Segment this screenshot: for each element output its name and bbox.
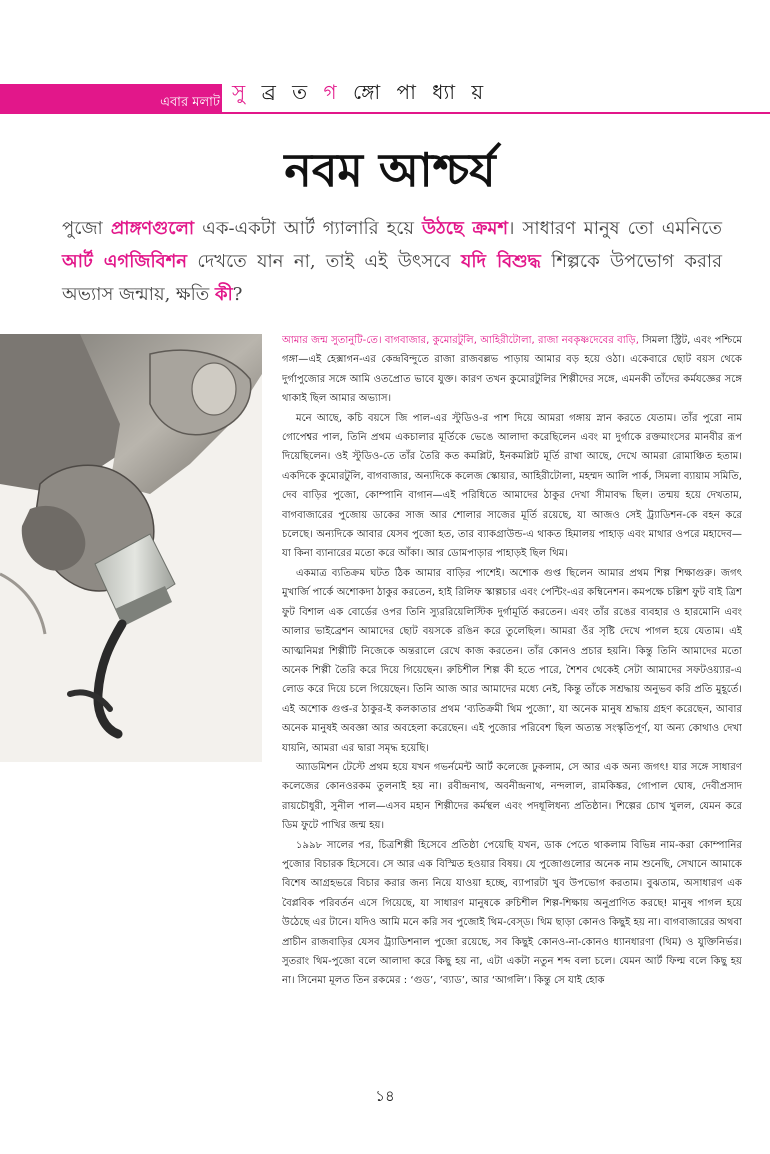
article-body	[282, 331, 742, 1066]
article-paragraph: অ্যাডমিশন টেস্টে প্রথম হয়ে যখন গভর্নমেন্ট আর্ট কলেজে ঢুকলাম, সে আর এক অন্য জগৎ! যার সঙ্গে সাধারণ কলেজের কোনওরকম তুলনাই হয় না। রবীন্দ্রনাথ, অবনীন্দ্রনাথ, নন্দলাল, রামকিঙ্কর, গোপাল ঘোষ, দেবীপ্রসাদ রায়চৌধুরী, সুনীল পাল—এসব মহান শিল্পীদের কর্মস্থল এবং পদধূলিধন্য প্রতিষ্ঠান। শিল্পের চোখ খুলল, যেমন করে ডিম ফুটে পাখির জন্ম হয়।	[282, 761, 742, 832]
article-lead: আমার জন্ম সুতানুটি-তে। বাগবাজার, কুমোরটুলি, আহিরীটোলা, রাজা নবকৃষ্ণদেবের বাড়ি,	[282, 335, 639, 346]
deck-text: শিল্পকে উপভোগ করার অভ্যাস জন্মায়, ক্ষতি	[62, 251, 722, 305]
deck-text: এক-একটা আর্ট গ্যালারি হয়ে	[194, 218, 422, 239]
article-paragraph: একমাত্র ব্যতিক্রম ঘটত ঠিক আমার বাড়ির পাশেই। অশোক গুপ্ত ছিলেন আমার প্রথম শিল্প শিক্ষাগুরু। জগৎ মুখার্জি পার্কে অশোকদা ঠাকুর করতেন, হাই রিলিফ স্কাল্পচার এবং পেন্টিং-এর কম্বিনেশন। কমপক্ষে চল্লিশ ফুট বাই ত্রিশ ফুট বিশাল এক বোর্ডের ওপর তিনি স্যুররিয়েলিস্টিক দুর্গামূর্তি করতেন। এবং তাঁর রঙের ব্যবহার ও হারমোনি এবং আলার ভাইব্রেশন আমাদের ছোট বয়সকে রঙিন করে তুলেছিল। আমরা ওঁর সৃষ্টি দেখে পাগল হয়ে যেতাম। এই আত্মনিমগ্ন শিল্পীটি নিজেকে অন্তরালে রেখে কাজ করতেন। তাঁর কোনও প্রচার হয়নি। কিন্তু তিনি আমাদের মতো অনেক শিল্পী তৈরি করে দিয়ে গিয়েছেন। রুচিশীল শিল্প কী হতে পারে, শৈশব থেকেই সেটা আমাদের সফটওয়্যার-এ লোড করে দিয়ে চলে গিয়েছেন। তিনি আজ আর আমাদের মধ্যে নেই, কিন্তু তাঁকে সশ্রদ্ধায় অনুভব করি প্রতি মুহূর্তে। এই অশোক গুপ্ত-র ঠাকুর-ই কলকাতার প্রথম ‘ব্যতিক্রমী থিম পুজো’, যা অনেক মানুষ শ্রদ্ধায় গ্রহণ করেছেন, আবার অনেক মানুষই অবজ্ঞা আর অবহেলা করেছেন। এই পুজোর পরিবেশ ছিল অত্যন্ত সংস্কৃতিপূর্ণ, যা অন্য কোথাও দেখা যায়নি, আমরা এর দ্বারা সমৃদ্ধ হয়েছি।	[282, 567, 742, 754]
deck-highlight: যদি বিশুদ্ধ	[461, 251, 541, 272]
deck-standfirst	[62, 212, 722, 312]
section-tag: এবার মলাট	[160, 95, 220, 110]
author-byline	[232, 72, 488, 112]
author-initial-last: গ	[323, 80, 342, 104]
paint-tube-hand-icon	[0, 334, 262, 762]
article-paragraph: ১৯৯৮ সালের পর, চিত্রশিল্পী হিসেবে প্রতিষ্ঠা পেয়েছি যখন, ডাক পেতে থাকলাম বিভিন্ন নাম-করা কোম্পানির পুজোর বিচারক হিসেবে। সে আর এক বিস্মিত হওয়ার বিষয়। যে পুজোগুলোর অনেক নাম শুনেছি, সেখানে আমাকে বিশেষ আগ্রহভরে বিচার করার জন্য নিয়ে যাওয়া হচ্ছে, ব্যাপারটা খুব উপভোগ করতাম। বুঝতাম, অসাধারণ এক বৈপ্লবিক পরিবর্তন এসে গিয়েছে, যা সাধারণ মানুষকে রুচিশীল শিল্প-শিক্ষায় অনুপ্রাণিত করছে! মানুষ পাগল হয়ে উঠেছে এর টানে। যদিও আমি মনে করি সব পুজোই থিম-বেস্‌ড। থিম ছাড়া কোনও কিছুই হয় না। বাগবাজারের অথবা প্রাচীন রাজবাড়ির যেসব ট্র্যাডিশনাল পুজো রয়েছে, সব কিছুই কোনও-না-কোনও ধ্যানধারণা (থিম) ও যুক্তিনির্ভর। সুতরাং থিম-পুজো বলে আলাদা করে কিছু হয় না, এটা একটা নতুন শব্দ বলা চলে। যেমন আর্ট ফিল্ম বলে কিছু হয় না। সিনেমা মূলত তিন রকমের : ‘গুড’, ‘ব্যাড’, আর ‘আগলি’। কিন্তু সে যাই হোক	[282, 839, 742, 987]
page-title: নবম আশ্চর্য	[284, 143, 496, 197]
photo-paint-tube-hand	[0, 334, 262, 762]
deck-highlight: আর্ট এগজিবিশন	[62, 251, 188, 272]
deck-highlight: কী	[215, 284, 233, 305]
author-name-part: ব্র ত	[250, 80, 324, 104]
deck-text: । সাধারণ মানুষ তো এমনিতে	[508, 218, 723, 239]
deck-highlight: উঠছে ক্রমশ	[421, 218, 509, 239]
deck-text: দেখতে যান না, তাই এই উৎসবে	[187, 251, 462, 272]
deck-text: ?	[232, 284, 243, 305]
author-initial-first: সু	[232, 80, 251, 104]
author-name-part: ঙ্গো পা ধ্যা য়	[341, 80, 489, 104]
deck-highlight: প্রাঙ্গণগুলো	[110, 218, 195, 239]
article-paragraph: মনে আছে, কচি বয়সে জি পাল-এর স্টুডিও-র পাশ দিয়ে আমরা গঙ্গায় স্নান করতে যেতাম। তাঁর পুরো নাম গোপেশ্বর পাল, তিনি প্রথম একচালার মূর্তিকে ভেঙে আলাদা করেছিলেন এবং মা দুর্গাকে রক্তমাংসের মানবীর রূপ দিয়েছিলেন। ওই স্টুডিও-তে তাঁর তৈরি কত কমপ্লিট, ইনকমপ্লিট মূর্তি রাখা আছে, দেখে আমরা রোমাঞ্চিত হতাম। একদিকে কুমোরটুলি, বাগবাজার, অন্যদিকে কলেজ স্কোয়ার, আহিরীটোলা, মহম্মদ আলি পার্ক, সিমলা ব্যায়াম সমিতি, দেব বাড়ির পুজো, কোম্পানি বাগান—এই পরিধিতে আমাদের ঠাকুর দেখা সীমাবদ্ধ ছিল। তন্ময় হয়ে দেখতাম, বাগবাজারের পুজোয় ডাকের সাজ আর শোলার সাজের মূর্তি রয়েছে, যা আজও সেই ট্র্যাডিশন-কে বহন করে চলেছে। অন্যদিকে আবার যেসব পুজো হত, তার ব্যাকগ্রাউন্ড-এ থাকত হিমালয় পাহাড় এবং মাথার ওপরে মহাদেব—যা কিনা ব্যানারের মতো করে আঁকা। আর ডোমপাড়ার পাহাড়ই ছিল থিম।	[282, 412, 742, 560]
article-paragraph	[282, 331, 742, 409]
byline-rule	[222, 112, 770, 114]
page-number: ১৪	[375, 1087, 395, 1105]
article-text: সিমলা স্ট্রিট, এবং পশ্চিমে গঙ্গা—এই হেক্সাগন-এর কেন্দ্রবিন্দুতে রাজা রাজবল্লভ পাড়ায় আমার বড় হয়ে ওঠা। একেবারে ছোট বয়স থেকে দুর্গাপুজোর সঙ্গে আমি ওতপ্রোত ভাবে যুক্ত। কারণ তখন কুমোরটুলির শিল্পীদের সঙ্গে, এমনকী তাঁদের কর্মযজ্ঞের সঙ্গে থাকাই ছিল আমার অভ্যাস।	[282, 335, 742, 405]
deck-text: পুজো	[62, 218, 111, 239]
